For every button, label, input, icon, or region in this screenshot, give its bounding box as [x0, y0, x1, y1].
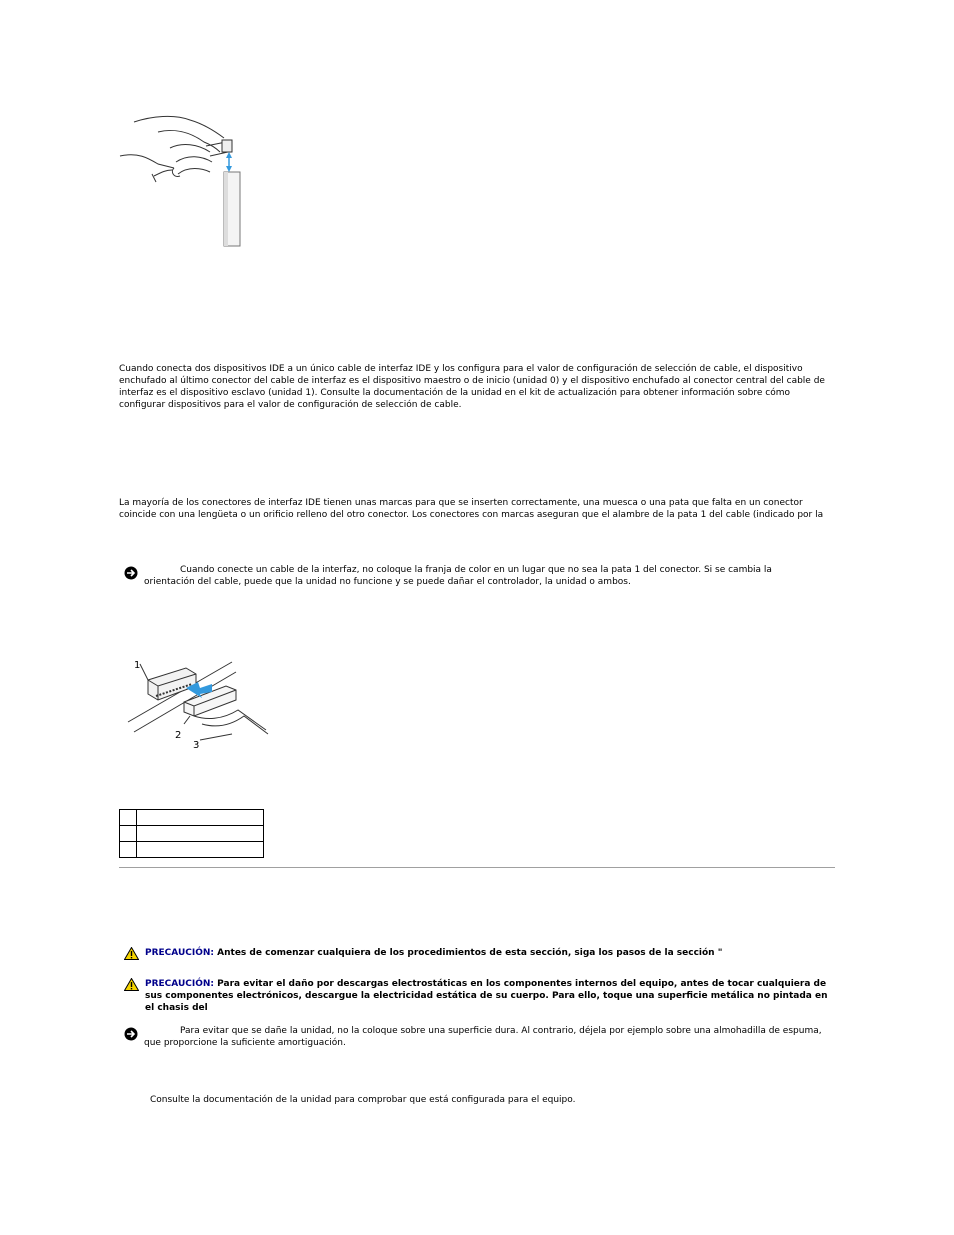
caution-body: Para evitar el daño por descargas electrostáticas en los componentes internos del equipo, antes de tocar cualquiera de sus componentes electrónicos, descargue la electricidad estática de su cuerpo. Para ello, toque una superficie metálica no pintada en el chasis del: [145, 979, 828, 1013]
caution-text: [145, 978, 835, 1014]
figure-cable-removal: [118, 112, 248, 250]
notice-body: Cuando conecte un cable de la interfaz, no coloque la franja de color en un lugar que no sea la pata 1 del conector. Si se cambia la orientación del cable, puede que la unidad no funcione y se puede dañar el controlador, la unidad o ambos.: [144, 565, 772, 587]
notice-icon: [124, 1027, 138, 1045]
table-cell-num: [120, 842, 137, 858]
notice-icon: [124, 566, 138, 584]
caution-icon: [124, 947, 139, 964]
caution-label: PRECAUCIÓN:: [145, 979, 215, 989]
notice-body: Para evitar que se dañe la unidad, no la coloque sobre una superficie dura. Al contrario, déjela por ejemplo sobre una almohadilla de espuma, que proporcione la suficiente amortiguación.: [144, 1026, 822, 1048]
table-cell-num: [120, 810, 137, 826]
caution-label: PRECAUCIÓN:: [145, 948, 215, 958]
table-cell-text: [137, 810, 264, 826]
paragraph-final: Consulte la documentación de la unidad para comprobar que está configurada para el equipo.: [150, 1095, 576, 1105]
table-cell-text: [137, 842, 264, 858]
callout-1: 1: [134, 660, 141, 671]
notice-text: [144, 564, 824, 588]
callout-2: 2: [175, 730, 182, 741]
safety-link[interactable]: [145, 960, 273, 970]
callout-3: 3: [193, 740, 200, 751]
table-cell-num: [120, 826, 137, 842]
table-cell-text: [137, 826, 264, 842]
table-row: [120, 826, 264, 842]
section-divider: [119, 867, 835, 868]
caution-text: [145, 947, 835, 971]
notice-text: [144, 1025, 824, 1049]
table-row: [120, 810, 264, 826]
callout-table: [119, 809, 264, 858]
table-row: [120, 842, 264, 858]
paragraph-cable-select: Cuando conecta dos dispositivos IDE a un único cable de interfaz IDE y los configura para el valor de configuración de selección de cable, el dispositivo enchufado al último conector del cable de interfaz es el dispositivo maestro o de inicio (unidad 0) y el dispositivo enchufado al conector central del cable de interfaz es el dispositivo esclavo (unidad 1). Consulte la documentación de la unidad en el kit de actualización para obtener información sobre cómo configurar dispositivos para el valor de configuración de selección de cable.: [119, 364, 825, 410]
caution-icon: [124, 978, 139, 995]
paragraph-connectors: La mayoría de los conectores de interfaz IDE tienen unas marcas para que se inserten correctamente, una muesca o una pata que falta en un conector coincide con una lengüeta o un orificio relleno del otro conector. Los conectores con marcas aseguran que el alambre de la pata 1 del cable (indicado por la: [119, 498, 824, 520]
caution-body: Antes de comenzar cualquiera de los procedimientos de esta sección, siga los pasos de la sección ": [217, 948, 723, 958]
figure-connector: [126, 654, 271, 754]
